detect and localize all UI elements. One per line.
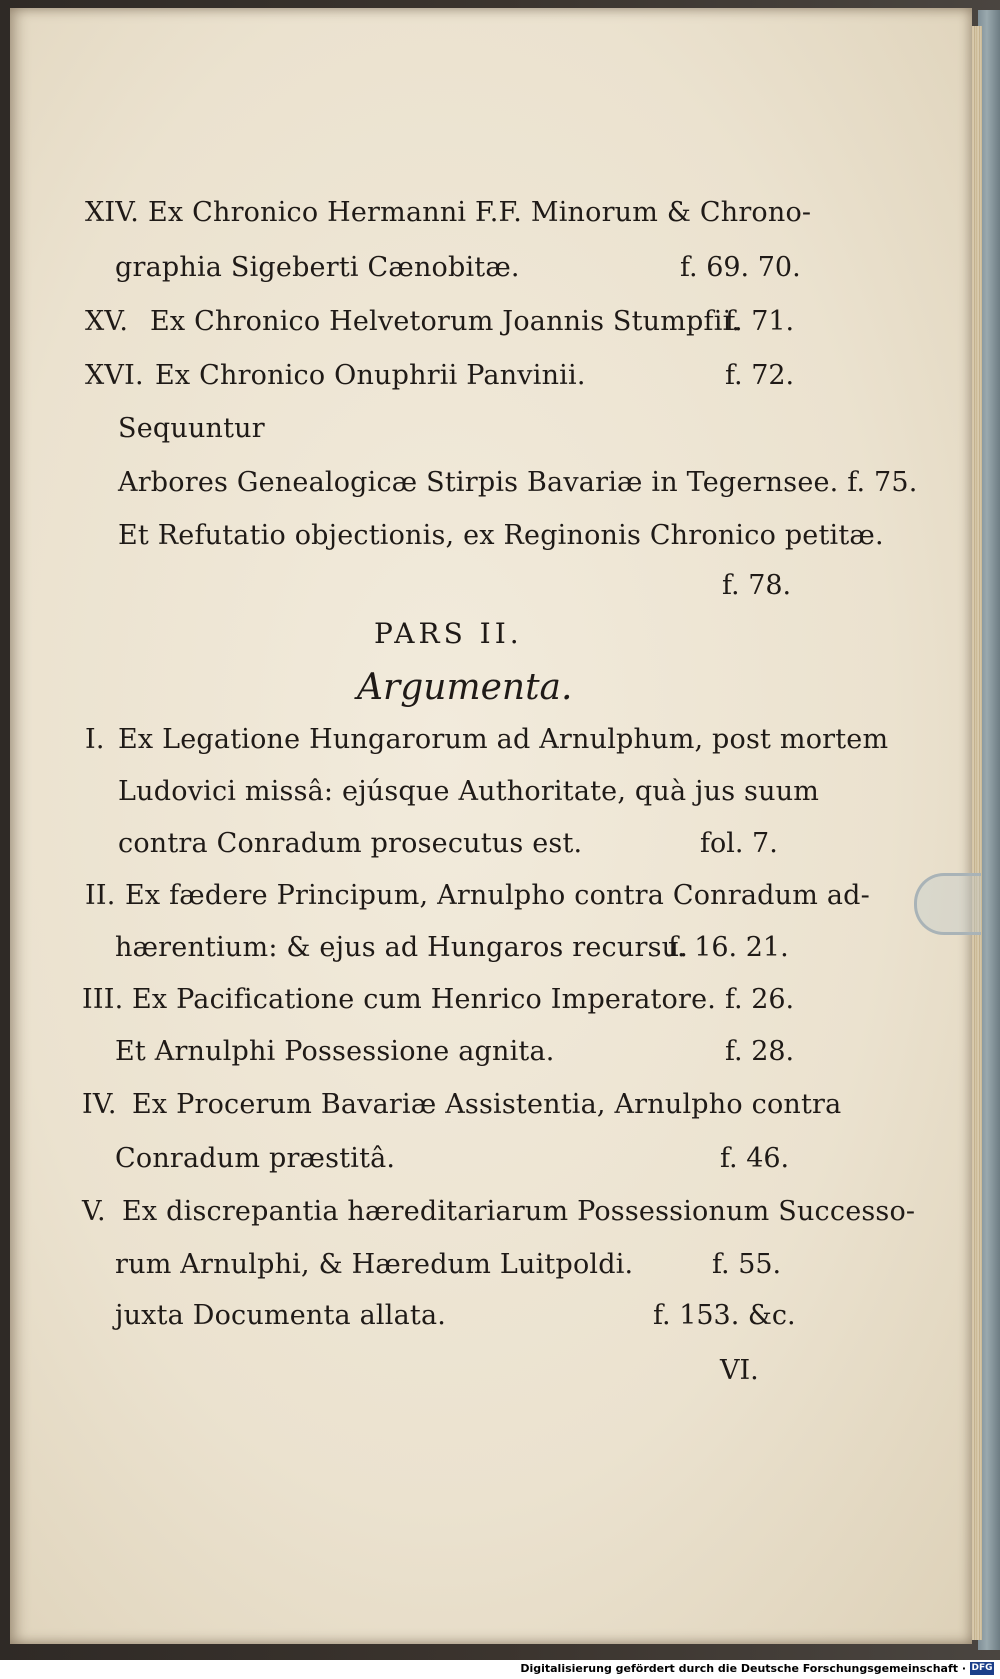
entry-text: contra Conradum prosecutus est. (118, 828, 583, 859)
entry-num: XV. (85, 306, 129, 337)
entry-num: IV. (82, 1089, 117, 1120)
entry-text: graphia Sigeberti Cænobitæ. (115, 252, 520, 283)
entry-text: Sequuntur (118, 413, 265, 444)
entry-text: Ex fædere Principum, Arnulpho contra Conradum ad- (125, 880, 870, 911)
entry-num: V. (82, 1196, 106, 1227)
entry-text: Ex Legatione Hungarorum ad Arnulphum, post mortem (118, 724, 889, 755)
folio-ref: f. 153. &c. (653, 1300, 796, 1331)
folio-ref: f. 26. (725, 984, 795, 1015)
folio-ref: f. 16. 21. (668, 932, 789, 963)
entry-text: hærentium: & ejus ad Hungaros recursu. (115, 932, 688, 963)
folio-ref: f. 55. (712, 1249, 782, 1280)
entry-text: Et Refutatio objectionis, ex Reginonis Chronico petitæ. (118, 520, 884, 551)
section-heading: PARS II. (374, 617, 523, 650)
dfg-logo: DFG (971, 1663, 993, 1673)
entry-text: Ex Chronico Helvetorum Joannis Stumpfii. (150, 306, 741, 337)
entry-text: Ludovici missâ: ejúsque Authoritate, quà jus suum (118, 776, 820, 807)
entry-num: III. (82, 984, 124, 1015)
folio-ref: f. 78. (722, 570, 792, 601)
folio-ref: fol. 7. (700, 828, 778, 859)
entry-text: Arbores Genealogicæ Stirpis Bavariæ in Tegernsee. f. 75. (118, 467, 918, 498)
entry-num: XVI. (85, 360, 144, 391)
entry-text: Ex Pacificatione cum Henrico Imperatore. (132, 984, 717, 1015)
entry-text: Ex Procerum Bavariæ Assistentia, Arnulpho contra (132, 1089, 842, 1120)
folio-ref: f. 28. (725, 1036, 795, 1067)
entry-text: juxta Documenta allata. (115, 1300, 447, 1331)
digitization-credit: Digitalisierung gefördert durch die Deutsche Forschungsgemeinschaft · (520, 1662, 966, 1675)
entry-num: II. (85, 880, 116, 911)
entry-text: Ex Chronico Onuphrii Panvinii. (155, 360, 586, 391)
folio-ref: f. 69. 70. (680, 252, 801, 283)
section-subheading: Argumenta. (357, 667, 573, 708)
folio-ref: f. 72. (725, 360, 795, 391)
entry-text: rum Arnulphi, & Hæredum Luitpoldi. (115, 1249, 634, 1280)
entry-text: Ex discrepantia hæreditariarum Possessionum Successo- (122, 1196, 916, 1227)
folio-ref: f. 46. (720, 1143, 790, 1174)
folio-ref: f. 71. (725, 306, 795, 337)
entry-text: Et Arnulphi Possessione agnita. (115, 1036, 555, 1067)
entry-num: I. (85, 724, 105, 755)
entry-num: XIV. (85, 197, 140, 228)
catchword: VI. (720, 1355, 759, 1386)
entry-text: Conradum præstitâ. (115, 1143, 396, 1174)
page-clip (914, 873, 981, 935)
entry-text: Ex Chronico Hermanni F.F. Minorum & Chrono- (148, 197, 812, 228)
